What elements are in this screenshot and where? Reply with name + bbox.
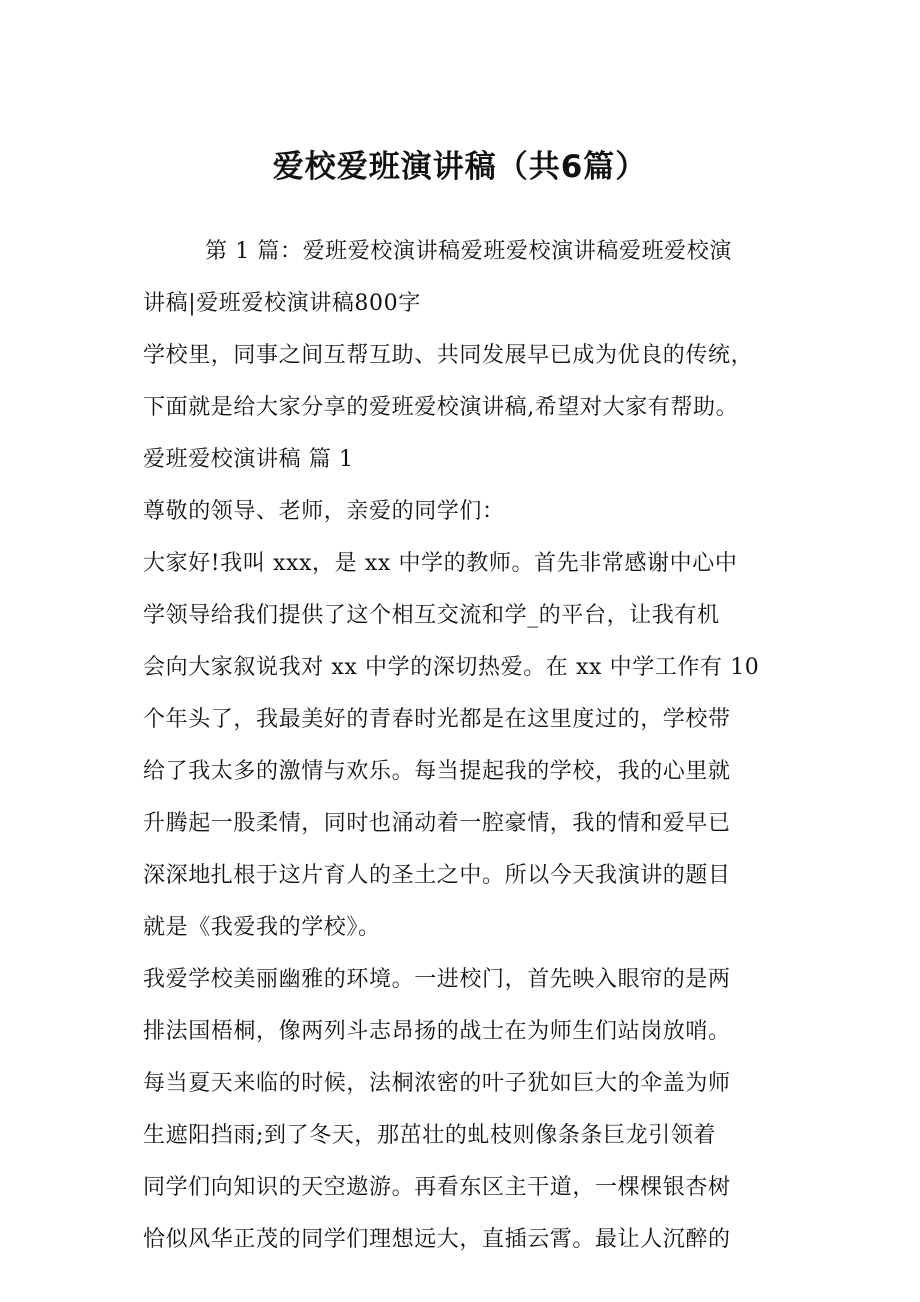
body-line: 学校里，同事之间互帮互助、共同发展早已成为优良的传统，	[143, 343, 754, 368]
body-line: 第 1 篇：爱班爱校演讲稿爱班爱校演讲稿爱班爱校演	[205, 239, 732, 264]
body-line: 就是《我爱我的学校》。	[143, 915, 381, 940]
document-body	[143, 226, 793, 1266]
body-line: 个年头了，我最美好的青春时光都是在这里度过的，学校带	[143, 707, 731, 732]
body-line: 生遮阳挡雨;到了冬天，那茁壮的虬枝则像条条巨龙引领着	[143, 1123, 717, 1148]
body-line: 尊敬的领导、老师，亲爱的同学们：	[143, 499, 505, 524]
body-line: 给了我太多的激情与欢乐。每当提起我的学校，我的心里就	[143, 759, 731, 784]
body-line: 爱班爱校演讲稿 篇 1	[143, 447, 354, 472]
body-line: 下面就是给大家分享的爱班爱校演讲稿,希望对大家有帮助。	[143, 395, 739, 420]
body-line: 大家好!我叫 xxx，是 xx 中学的教师。首先非常感谢中心中	[143, 551, 738, 576]
body-line: 会向大家叙说我对 xx 中学的深切热爱。在 xx 中学工作有 10	[143, 655, 760, 680]
body-line: 我爱学校美丽幽雅的环境。一进校门，首先映入眼帘的是两	[143, 967, 731, 992]
body-line: 深深地扎根于这片育人的圣土之中。所以今天我演讲的题目	[143, 863, 731, 888]
body-line: 恰似风华正茂的同学们理想远大，直插云霄。最让人沉醉的	[143, 1227, 731, 1252]
body-line: 学领导给我们提供了这个相互交流和学_的平台，让我有机	[143, 603, 720, 628]
body-line: 同学们向知识的天空遨游。再看东区主干道，一棵棵银杏树	[143, 1175, 731, 1200]
body-line: 升腾起一股柔情，同时也涌动着一腔豪情，我的情和爱早已	[143, 811, 731, 836]
body-line: 排法国梧桐，像两列斗志昂扬的战士在为师生们站岗放哨。	[143, 1019, 731, 1044]
body-line: 讲稿|爱班爱校演讲稿800字	[143, 291, 421, 316]
body-line: 每当夏天来临的时候，法桐浓密的叶子犹如巨大的伞盖为师	[143, 1071, 731, 1096]
document-title: 爱校爱班演讲稿（共6篇）	[272, 149, 648, 185]
